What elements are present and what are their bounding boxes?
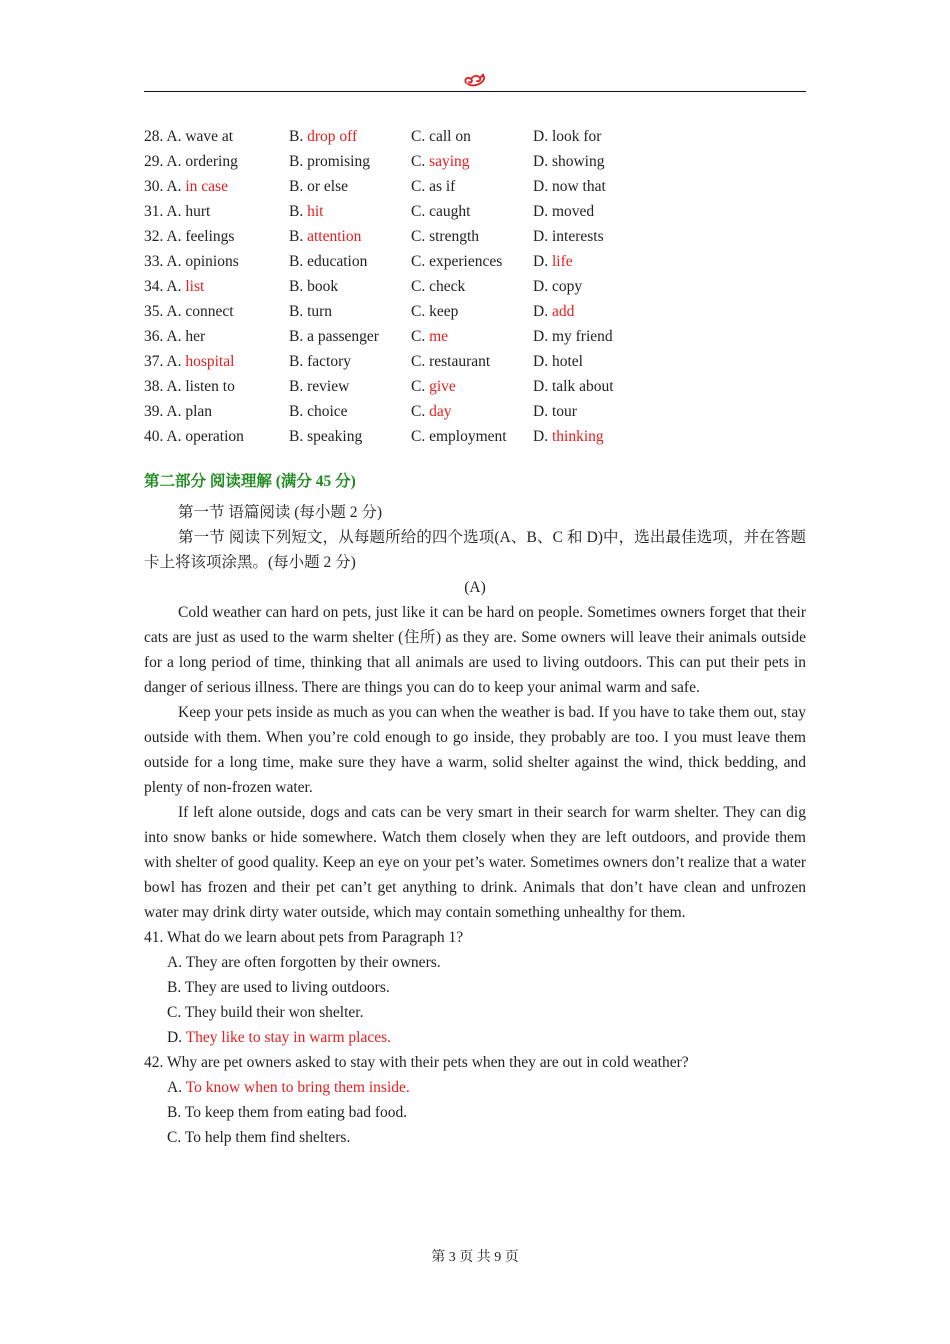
option-a: 39. A. plan <box>144 403 213 420</box>
option-b: B. speaking <box>289 428 363 445</box>
swirl-logo-icon <box>463 70 487 88</box>
option-d: D. hotel <box>533 353 583 370</box>
header-rule <box>144 91 806 92</box>
instructions: 第一节 阅读下列短文，从每题所给的四个选项(A、B、C 和 D)中，选出最佳选项，并在答题卡上将该项涂黑。(每小题 2 分) <box>144 529 806 571</box>
cloze-row <box>144 149 806 174</box>
option-a: 40. A. operation <box>144 428 244 445</box>
option-b: B. a passenger <box>289 328 379 345</box>
passage-paragraph: Keep your pets inside as much as you can when the weather is bad. If you have to take them out, stay outside with them. When you’re cold enough to go inside, they probably are too. I you must leave them outside for a long time, make sure they have a warm, solid shelter against the wind, thick bedding, and plenty of non-frozen water. <box>144 704 806 796</box>
answer-choice: A. They are often forgotten by their owners. <box>167 954 441 971</box>
option-c: C. call on <box>411 128 471 145</box>
option-c: C. me <box>411 328 449 345</box>
answer-choice: D. They like to stay in warm places. <box>167 1029 392 1046</box>
cloze-row <box>144 424 806 449</box>
option-d: D. tour <box>533 403 577 420</box>
option-c: C. caught <box>411 203 471 220</box>
questions-list <box>144 925 806 1150</box>
cloze-row <box>144 399 806 424</box>
option-c: C. employment <box>411 428 507 445</box>
option-b: B. promising <box>289 153 370 170</box>
option-a: 32. A. feelings <box>144 228 235 245</box>
question-stem: 41. What do we learn about pets from Paragraph 1? <box>144 929 464 946</box>
option-c: C. strength <box>411 228 480 245</box>
option-d: D. life <box>533 253 573 270</box>
option-a: 33. A. opinions <box>144 253 239 270</box>
option-a: 35. A. connect <box>144 303 234 320</box>
answer-choice: C. To help them find shelters. <box>167 1129 351 1146</box>
answer-choice: B. They are used to living outdoors. <box>167 979 390 996</box>
answer-choice: B. To keep them from eating bad food. <box>167 1104 408 1121</box>
option-d: D. thinking <box>533 428 604 445</box>
option-b: B. book <box>289 278 339 295</box>
option-d: D. add <box>533 303 575 320</box>
cloze-row <box>144 349 806 374</box>
cloze-row <box>144 124 806 149</box>
option-d: D. now that <box>533 178 606 195</box>
option-a: 37. A. hospital <box>144 353 235 370</box>
option-a: 38. A. listen to <box>144 378 235 395</box>
option-b: B. factory <box>289 353 351 370</box>
option-d: D. look for <box>533 128 602 145</box>
option-c: C. day <box>411 403 452 420</box>
option-a: 28. A. wave at <box>144 128 234 145</box>
option-d: D. copy <box>533 278 583 295</box>
cloze-row <box>144 199 806 224</box>
option-c: C. check <box>411 278 466 295</box>
cloze-options-list <box>144 124 806 449</box>
cloze-row <box>144 224 806 249</box>
option-d: D. my friend <box>533 328 613 345</box>
cloze-row <box>144 299 806 324</box>
passage-paragraph: Cold weather can hard on pets, just like it can be hard on people. Sometimes owners forget that their cats are just as used to the warm shelter (住所) as they are. Some owners will leave their animals outside for a long period of time, thinking that all animals are used to living outdoors. This can put their pets in danger of serious illness. There are things you can do to keep your animal warm and safe. <box>144 604 806 696</box>
option-c: C. restaurant <box>411 353 491 370</box>
option-d: D. moved <box>533 203 595 220</box>
passage-paragraph: If left alone outside, dogs and cats can be very smart in their search for warm shelter. They can dig into snow banks or hide somewhere. Watch them closely when they are left outdoors, and provide them with shelter of good quality. Keep an eye on your pet’s water. Sometimes owners don’t realize that a water bowl has frozen and their pet can’t get anything to drink. Animals that don’t have clean and unfrozen water may drink dirty water outside, which may contain something unhealthy for them. <box>144 804 806 921</box>
cloze-row <box>144 174 806 199</box>
option-a: 34. A. list <box>144 278 205 295</box>
question-stem: 42. Why are pet owners asked to stay with their pets when they are out in cold weather? <box>144 1054 689 1071</box>
option-c: C. saying <box>411 153 470 170</box>
option-a: 30. A. in case <box>144 178 228 195</box>
option-a: 36. A. her <box>144 328 206 345</box>
answer-choice: A. To know when to bring them inside. <box>167 1079 410 1096</box>
passage-label: (A) <box>464 579 486 596</box>
page-number: 第 3 页 共 9 页 <box>431 1250 519 1265</box>
subsection-heading: 第一节 语篇阅读 (每小题 2 分) <box>178 504 383 521</box>
cloze-row <box>144 324 806 349</box>
option-d: D. interests <box>533 228 604 245</box>
cloze-row <box>144 274 806 299</box>
option-d: D. showing <box>533 153 605 170</box>
option-b: B. hit <box>289 203 324 220</box>
option-b: B. review <box>289 378 350 395</box>
option-b: B. choice <box>289 403 348 420</box>
option-a: 29. A. ordering <box>144 153 238 170</box>
option-c: C. experiences <box>411 253 503 270</box>
option-b: B. education <box>289 253 368 270</box>
page-content <box>144 124 806 1150</box>
cloze-row <box>144 374 806 399</box>
option-d: D. talk about <box>533 378 614 395</box>
answer-choice: C. They build their won shelter. <box>167 1004 364 1021</box>
option-b: B. drop off <box>289 128 358 145</box>
option-b: B. turn <box>289 303 333 320</box>
option-b: B. or else <box>289 178 348 195</box>
option-a: 31. A. hurt <box>144 203 211 220</box>
option-c: C. keep <box>411 303 459 320</box>
option-b: B. attention <box>289 228 362 245</box>
cloze-row <box>144 249 806 274</box>
option-c: C. give <box>411 378 456 395</box>
option-c: C. as if <box>411 178 456 195</box>
section-title: 第二部分 阅读理解 (满分 45 分) <box>144 473 356 490</box>
